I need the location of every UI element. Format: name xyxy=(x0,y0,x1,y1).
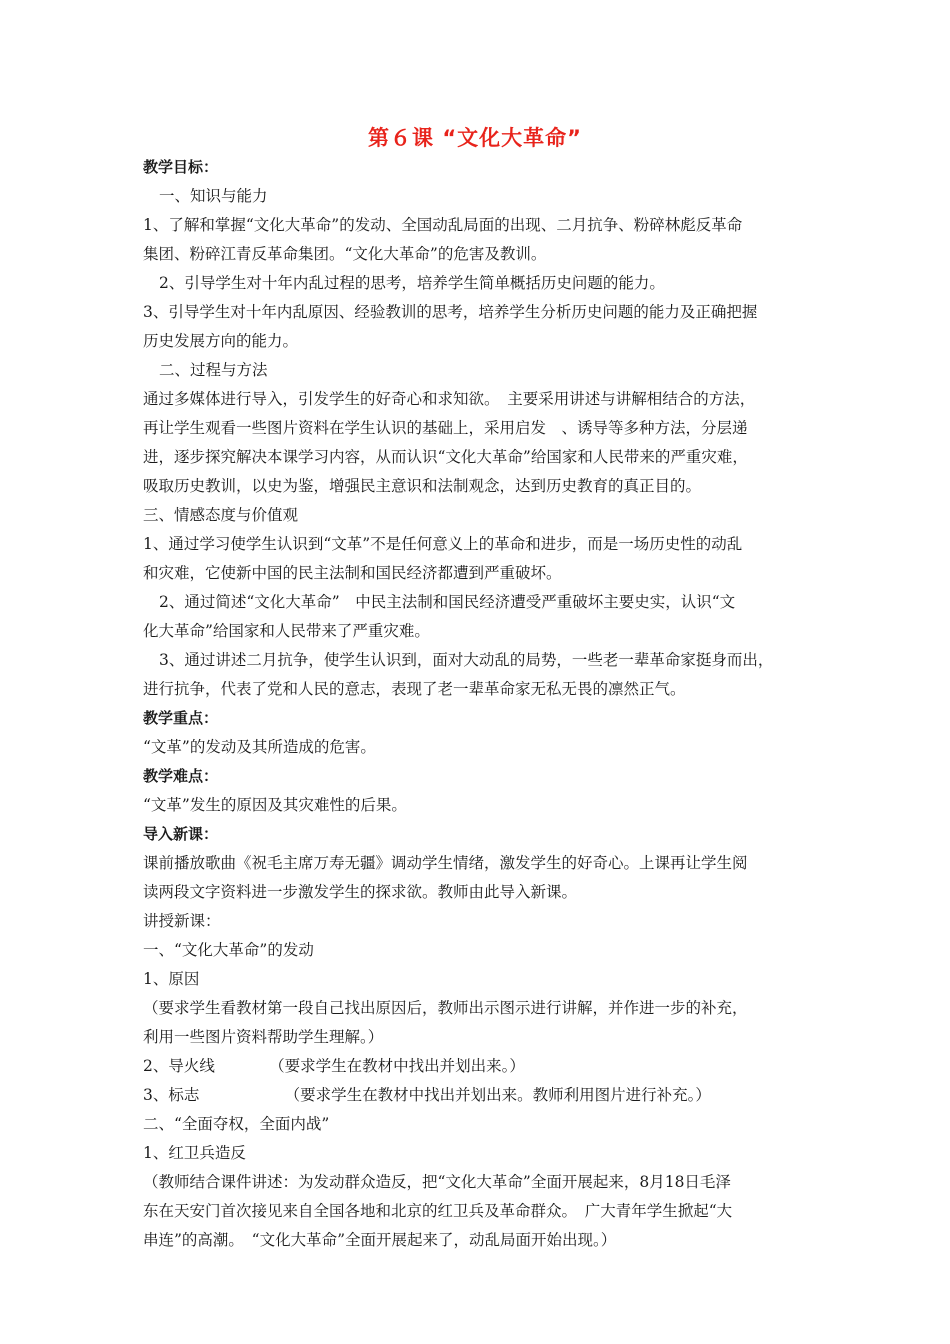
text-line: 1、通过学习使学生认识到“文革”不是任何意义上的革命和进步，而是一场历史性的动乱 xyxy=(143,535,743,553)
text-line: 二、过程与方法 xyxy=(159,361,268,379)
text-line: 3、通过讲述二月抗争，使学生认识到，面对大动乱的局势，一些老一辈革命家挺身而出， xyxy=(159,651,774,669)
text-line: 读两段文字资料进一步激发学生的探求欲。教师由此导入新课。 xyxy=(143,883,578,901)
section-heading: 教学重点： xyxy=(143,709,219,727)
text-line: 2、引导学生对十年内乱过程的思考，培养学生简单概括历史问题的能力。 xyxy=(159,274,665,292)
text-line: 2、导火线 （要求学生在教材中找出并划出来。） xyxy=(143,1057,525,1075)
section-heading: 教学难点： xyxy=(143,767,219,785)
lesson-title: 第６课 “文化大革命” xyxy=(368,126,582,150)
text-line: 1、了解和掌握“文化大革命”的发动、全国动乱局面的出现、二月抗争、粉碎林彪反革命 xyxy=(143,216,743,234)
text-line: 讲授新课： xyxy=(143,912,221,930)
text-line: 1、原因 xyxy=(143,970,200,988)
text-line: 3、引导学生对十年内乱原因、经验教训的思考，培养学生分析历史问题的能力及正确把握 xyxy=(143,303,758,321)
text-line: 化大革命”给国家和人民带来了严重灾难。 xyxy=(143,622,430,640)
text-line: 集团、粉碎江青反革命集团。“文化大革命”的危害及教训。 xyxy=(143,245,547,263)
text-line: 3、标志 （要求学生在教材中找出并划出来。教师利用图片进行补充。） xyxy=(143,1086,711,1104)
section-heading: 导入新课： xyxy=(143,825,219,843)
text-line: 串连”的高潮。 “文化大革命”全面开展起来了，动乱局面开始出现。） xyxy=(143,1231,617,1249)
text-line: 利用一些图片资料帮助学生理解。） xyxy=(143,1028,384,1046)
text-line: 课前播放歌曲《祝毛主席万寿无疆》调动学生情绪，激发学生的好奇心。上课再让学生阅 xyxy=(143,854,748,872)
text-line: 1、红卫兵造反 xyxy=(143,1144,246,1162)
section-heading: 教学目标： xyxy=(143,158,219,176)
text-line: 进，逐步探究解决本课学习内容，从而认识“文化大革命”给国家和人民带来的严重灾难， xyxy=(143,448,748,466)
text-line: 一、“文化大革命”的发动 xyxy=(143,941,314,959)
text-line: 一、知识与能力 xyxy=(159,187,268,205)
text-line: 通过多媒体进行导入，引发学生的好奇心和求知欲。 主要采用讲述与讲解相结合的方法， xyxy=(143,390,756,408)
text-line: 东在天安门首次接见来自全国各地和北京的红卫兵及革命群众。 广大青年学生掀起“大 xyxy=(143,1202,733,1220)
text-line: 进行抗争，代表了党和人民的意志，表现了老一辈革命家无私无畏的凛然正气。 xyxy=(143,680,686,698)
text-line: 吸取历史教训，以史为鉴，增强民主意识和法制观念，达到历史教育的真正目的。 xyxy=(143,477,702,495)
text-line: 历史发展方向的能力。 xyxy=(143,332,299,350)
document-body xyxy=(143,153,813,1255)
text-line: 再让学生观看一些图片资料在学生认识的基础上，采用启发 、诱导等多种方法，分层递 xyxy=(143,419,748,437)
text-line: （教师结合课件讲述：为发动群众造反，把“文化大革命”全面开展起来，8月18日毛泽 xyxy=(143,1173,731,1191)
text-line: “文革”发生的原因及其灾难性的后果。 xyxy=(143,796,407,814)
text-line: 和灾难，它使新中国的民主法制和国民经济都遭到严重破坏。 xyxy=(143,564,562,582)
text-line: （要求学生看教材第一段自己找出原因后，教师出示图示进行讲解，并作进一步的补充， xyxy=(143,999,748,1017)
text-line: 二、“全面夺权，全面内战” xyxy=(143,1115,330,1133)
text-line: 2、通过简述“文化大革命” 中民主法制和国民经济遭受严重破坏主要史实，认识“文 xyxy=(159,593,736,611)
text-line: 三、情感态度与价值观 xyxy=(143,506,299,524)
text-line: “文革”的发动及其所造成的危害。 xyxy=(143,738,376,756)
